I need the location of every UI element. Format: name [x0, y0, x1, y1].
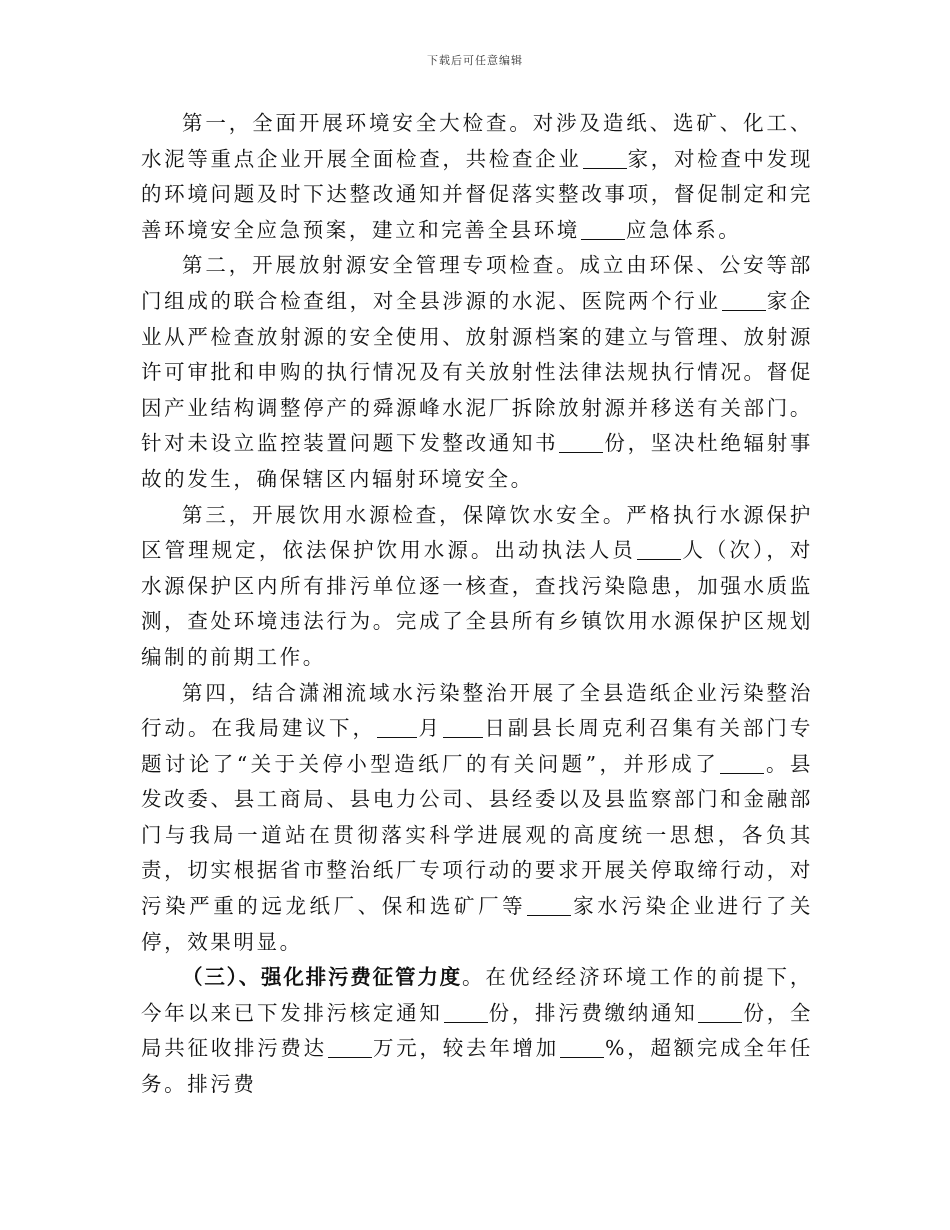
- paragraph-4: [141, 676, 813, 961]
- blank-underline: [581, 218, 625, 240]
- paragraph-2: [141, 248, 813, 497]
- paragraph-text: 。在优经经济环境工作的前提下，今年以来已下发排污核定通知: [141, 965, 814, 1025]
- paragraph-text: 第三，开展饮用水源检查，保障饮水安全。严格执行水源保护区管理规定，依法保护饮用水源。出动执法人员: [141, 502, 813, 563]
- paragraph-text: 。县发改委、县工商局、县电力公司、县经委以及县监察部门和金融部门与我局一道站在贯彻落实科学进展观的高度统一思想，各负其责，切实根据省市整治纸厂专项行动的要求开展关停取缔行动，对污染严重的远龙纸厂、保和选矿厂等: [141, 751, 813, 919]
- paragraph-text: 家水污染企业进行了关停，效果明显。: [141, 894, 813, 954]
- blank-underline: [559, 432, 603, 454]
- paragraph-1: [141, 106, 813, 248]
- paragraph-text: %，超额完成全年任务。排污费: [141, 1036, 813, 1097]
- blank-underline: [443, 717, 483, 739]
- paragraph-text: 份，全局共征收排污费达: [141, 1000, 813, 1061]
- blank-underline: [560, 1037, 604, 1059]
- blank-underline: [722, 289, 766, 311]
- document-body: [141, 106, 813, 1103]
- paragraph-text: 份，坚决杜绝辐射事故的发生，确保辖区内辐射环境安全。: [141, 431, 813, 491]
- blank-underline: [583, 147, 627, 169]
- paragraph-3: [141, 498, 813, 676]
- paragraph-text: 万元，较去年增加: [372, 1036, 559, 1061]
- page-header: 下载后可任意编辑: [427, 54, 523, 67]
- paragraph-text: 份，排污费缴纳通知: [488, 1000, 698, 1025]
- blank-underline: [377, 717, 417, 739]
- paragraph-text: 第二，开展放射源安全管理专项检查。成立由环保、公安等部门组成的联合检查组，对全县涉源的水泥、医院两个行业: [141, 253, 813, 313]
- paragraph-text: 人（次），对水源保护区内所有排污单位逐一核查，查找污染隐患，加强水质监测，查处环境违法行为。完成了全县所有乡镇饮用水源保护区规划编制的前期工作。: [141, 538, 813, 669]
- paragraph-text: 月: [418, 716, 442, 741]
- blank-underline: [637, 539, 681, 561]
- paragraph-text: 日副县长周克利召集有关部门专题讨论了“关于关停小型造纸厂的有关问题”，并形成了: [141, 716, 814, 776]
- paragraph-5: [141, 960, 813, 1102]
- blank-underline: [527, 895, 571, 917]
- paragraph-text: 家企业从严检查放射源的安全使用、放射源档案的建立与管理、放射源许可审批和申购的执行情况及有关放射性法律法规执行情况。督促因产业结构调整停产的舜源峰水泥厂拆除放射源并移送有关部门。针对未设立监控装置问题下发整改通知书: [141, 288, 813, 456]
- blank-underline: [698, 1001, 742, 1023]
- paragraph-text: 第四，结合潇湘流域水污染整治开展了全县造纸企业污染整治行动。在我局建议下，: [141, 680, 813, 741]
- section-heading: （三）、强化排污费征管力度: [182, 965, 462, 990]
- blank-underline: [444, 1001, 488, 1023]
- paragraph-text: 家，对检查中发现的环境问题及时下达整改通知并督促落实整改事项，督促制定和完善环境安全应急预案，建立和完善全县环境: [141, 146, 813, 242]
- blank-underline: [720, 752, 764, 774]
- paragraph-text: 应急体系。: [625, 217, 742, 242]
- paragraph-text: 第一，全面开展环境安全大检查。对涉及造纸、选矿、化工、水泥等重点企业开展全面检查，共检查企业: [141, 111, 813, 171]
- blank-underline: [328, 1037, 372, 1059]
